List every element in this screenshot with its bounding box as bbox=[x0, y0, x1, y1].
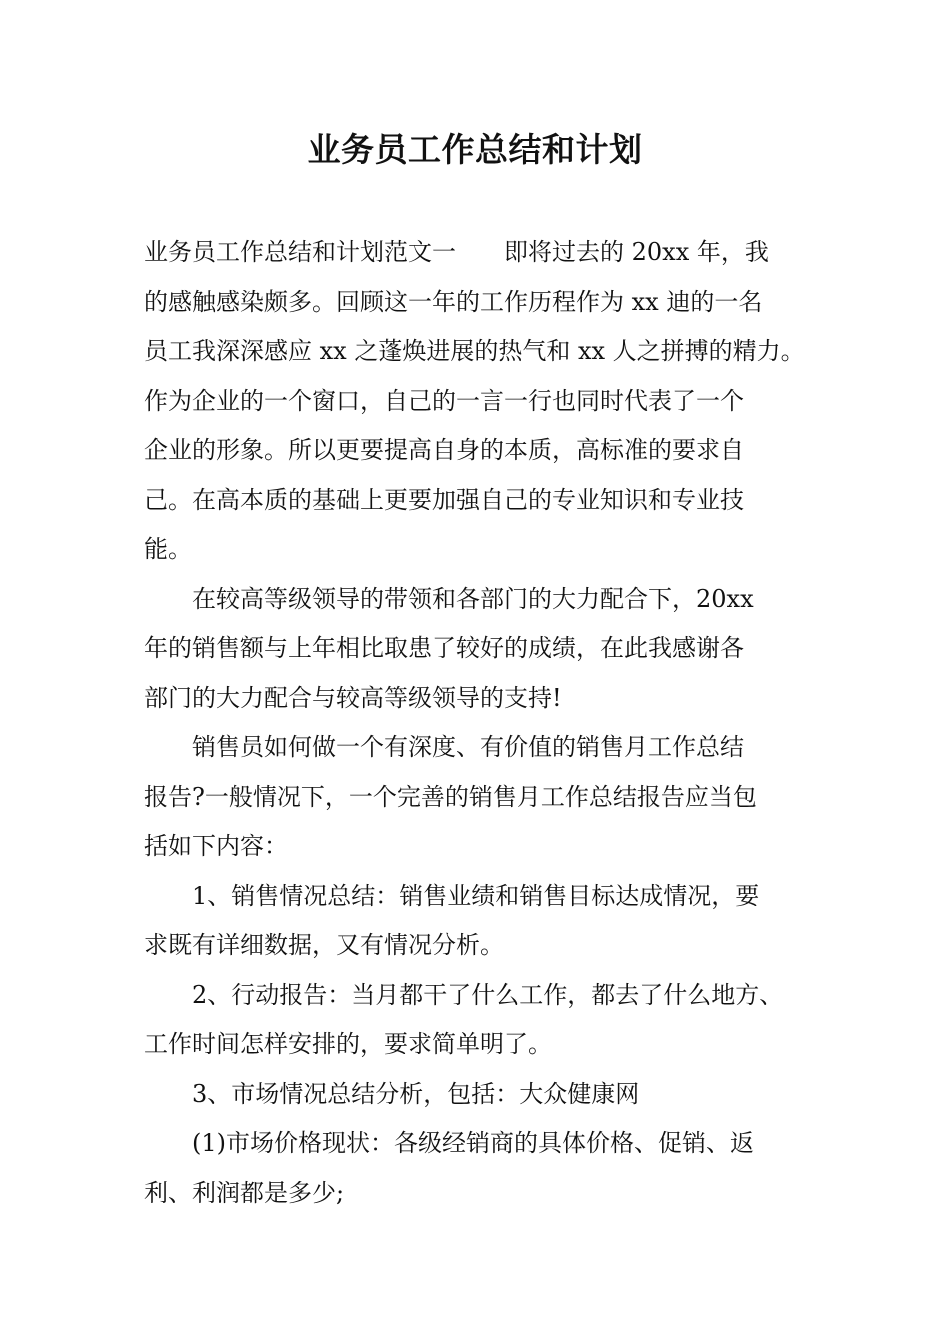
body-line: 能。 bbox=[144, 535, 192, 563]
body-line: 部门的大力配合与较高等级领导的支持! bbox=[144, 683, 562, 712]
body-line: 己。在高本质的基础上更要加强自己的专业知识和专业技 bbox=[144, 485, 744, 514]
body-line: 员工我深深感应 xx 之蓬焕进展的热气和 xx 人之拼搏的精力。 bbox=[144, 337, 805, 365]
body-line: 报告?一般情况下，一个完善的销售月工作总结报告应当包 bbox=[144, 782, 757, 811]
body-line: 销售员如何做一个有深度、有价值的销售月工作总结 bbox=[144, 733, 744, 761]
document-title: 业务员工作总结和计划 bbox=[307, 130, 643, 169]
body-line: 年的销售额与上年相比取患了较好的成绩，在此我感谢各 bbox=[144, 634, 744, 662]
body-line: 求既有详细数据，又有情况分析。 bbox=[144, 931, 504, 959]
body-line: 利、利润都是多少; bbox=[144, 1178, 345, 1207]
body-line: 工作时间怎样安排的，要求简单明了。 bbox=[144, 1030, 552, 1058]
body-line: 1、销售情况总结：销售业绩和销售目标达成情况，要 bbox=[144, 881, 760, 910]
body-line: (1)市场价格现状：各级经销商的具体价格、促销、返 bbox=[144, 1129, 754, 1157]
body-line: 作为企业的一个窗口，自己的一言一行也同时代表了一个 bbox=[144, 386, 744, 415]
body-line: 企业的形象。所以更要提高自身的本质，高标准的要求自 bbox=[144, 436, 744, 464]
body-line: 括如下内容： bbox=[144, 832, 288, 860]
body-line: 3、市场情况总结分析，包括：大众健康网 bbox=[144, 1079, 640, 1108]
document-body bbox=[144, 228, 814, 1218]
body-line: 2、行动报告：当月都干了什么工作，都去了什么地方、 bbox=[144, 980, 784, 1009]
body-line: 业务员工作总结和计划范文一 即将过去的 20xx 年，我 bbox=[144, 238, 769, 266]
body-line: 在较高等级领导的带领和各部门的大力配合下，20xx bbox=[144, 584, 754, 613]
body-line: 的感触感染颇多。回顾这一年的工作历程作为 xx 迪的一名 bbox=[144, 287, 763, 316]
